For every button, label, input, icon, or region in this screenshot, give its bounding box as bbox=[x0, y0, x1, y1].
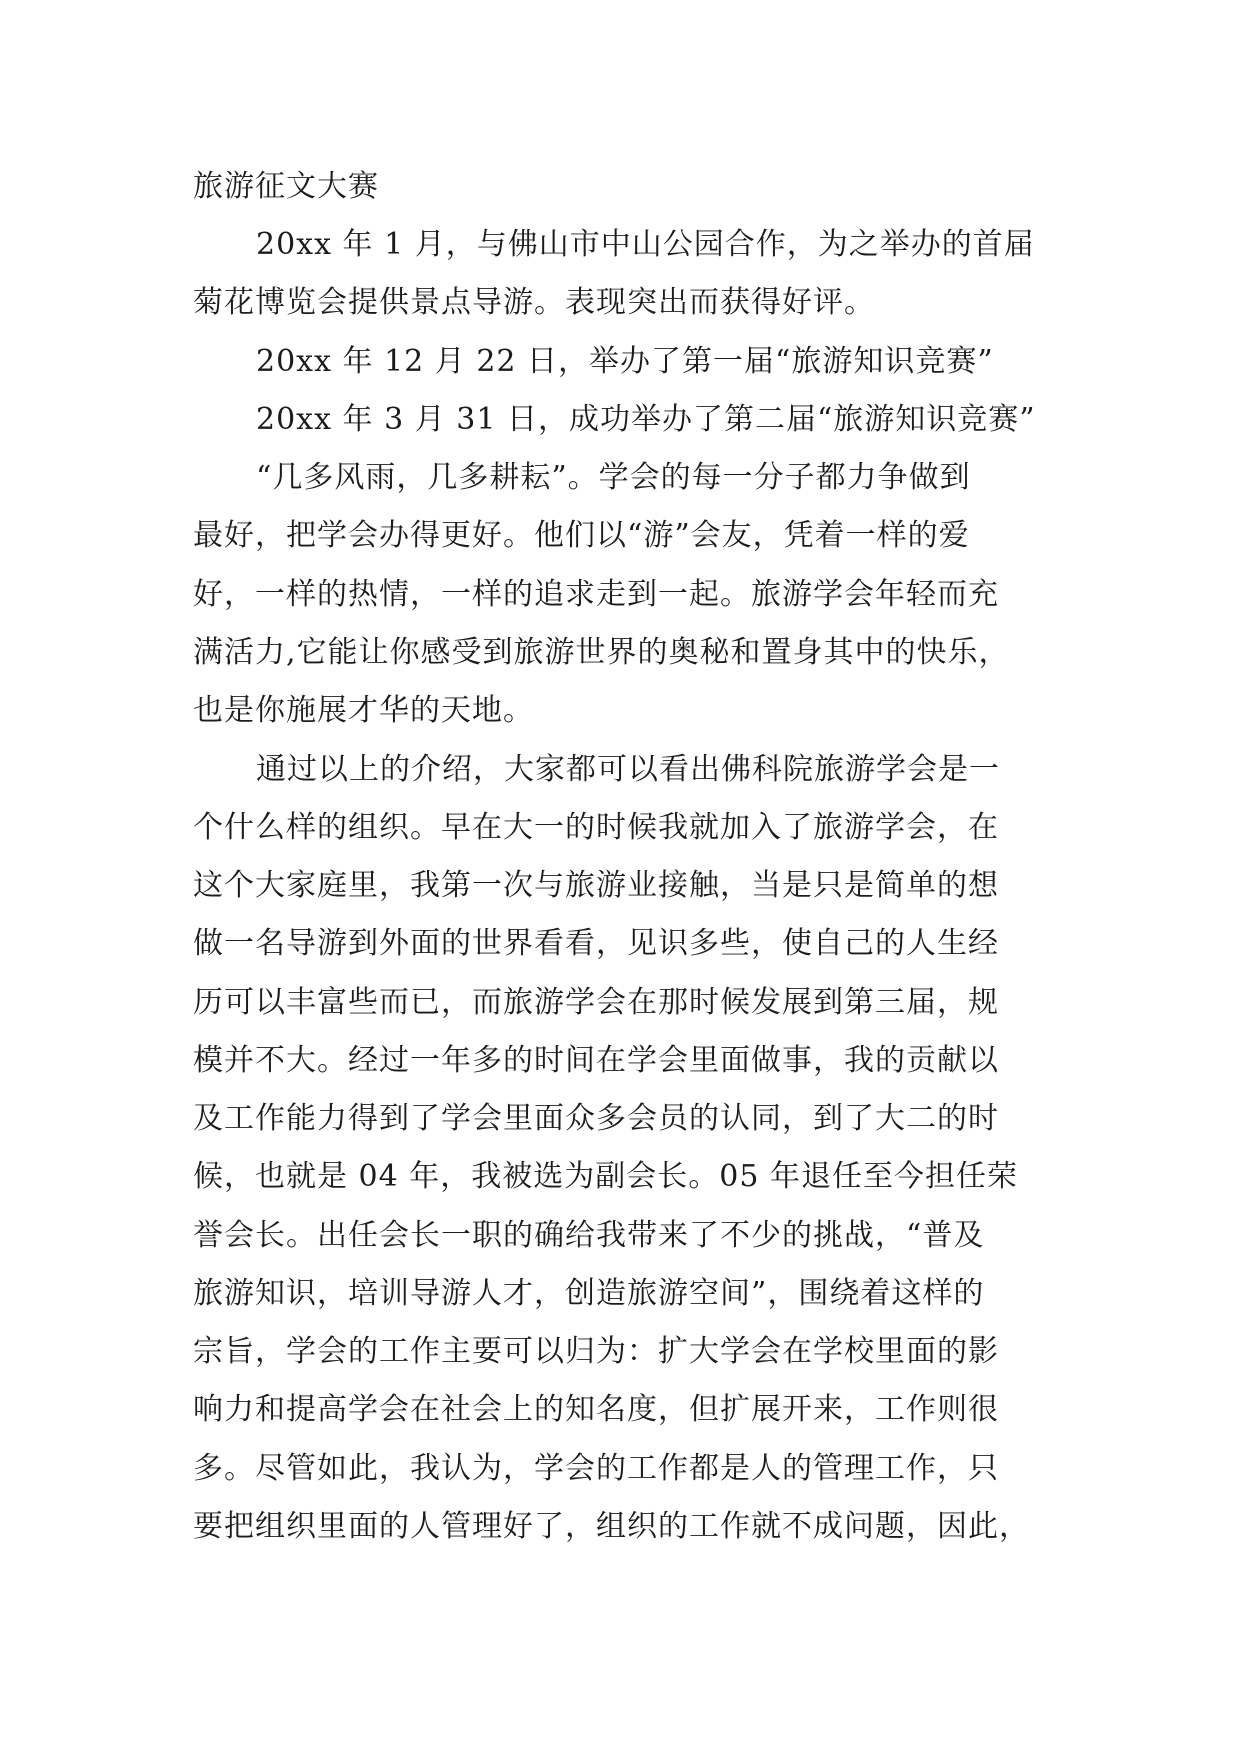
text-line-16: 及工作能力得到了学会里面众多会员的认同，到了大二的时 bbox=[193, 1101, 999, 1136]
text-line-4: 20xx 年 3 月 31 日，成功举办了第二届“旅游知识竞赛” bbox=[256, 402, 1036, 437]
text-line-10: 通过以上的介绍，大家都可以看出佛科院旅游学会是一 bbox=[256, 752, 1000, 787]
text-line-14: 历可以丰富些而已，而旅游学会在那时候发展到第三届，规 bbox=[193, 985, 999, 1020]
document-title: 旅游征文大赛 bbox=[193, 169, 379, 204]
text-line-22: 多。尽管如此，我认为，学会的工作都是人的管理工作，只 bbox=[193, 1451, 999, 1486]
text-line-18: 誉会长。出任会长一职的确给我带来了不少的挑战，“普及 bbox=[193, 1218, 985, 1253]
text-line-11: 个什么样的组织。早在大一的时候我就加入了旅游学会，在 bbox=[193, 810, 999, 845]
text-line-15: 模并不大。经过一年多的时间在学会里面做事，我的贡献以 bbox=[193, 1043, 999, 1078]
text-line-8: 满活力,它能让你感受到旅游世界的奥秘和置身其中的快乐， bbox=[193, 635, 1010, 670]
text-line-6: 最好，把学会办得更好。他们以“游”会友，凭着一样的爱 bbox=[193, 518, 970, 553]
text-line-23: 要把组织里面的人管理好了，组织的工作就不成问题，因此， bbox=[193, 1509, 1030, 1544]
text-line-3: 20xx 年 12 月 22 日，举办了第一届“旅游知识竞赛” bbox=[256, 344, 994, 379]
text-line-7: 好，一样的热情，一样的追求走到一起。旅游学会年轻而充 bbox=[193, 577, 999, 612]
text-line-5: “几多风雨，几多耕耘”。学会的每一分子都力争做到 bbox=[256, 460, 971, 495]
text-line-9: 也是你施展才华的天地。 bbox=[193, 693, 534, 728]
text-line-20: 宗旨，学会的工作主要可以归为：扩大学会在学校里面的影 bbox=[193, 1334, 999, 1369]
text-line-19: 旅游知识，培训导游人才，创造旅游空间”，围绕着这样的 bbox=[193, 1276, 985, 1311]
text-line-2: 菊花博览会提供景点导游。表现突出而获得好评。 bbox=[193, 285, 875, 320]
text-line-1: 20xx 年 1 月，与佛山市中山公园合作，为之举办的首届 bbox=[256, 227, 1035, 262]
text-line-12: 这个大家庭里，我第一次与旅游业接触，当是只是简单的想 bbox=[193, 868, 999, 903]
text-line-21: 响力和提高学会在社会上的知名度，但扩展开来，工作则很 bbox=[193, 1392, 999, 1427]
text-line-17: 候，也就是 04 年，我被选为副会长。05 年退任至今担任荣 bbox=[193, 1159, 1018, 1194]
text-line-13: 做一名导游到外面的世界看看，见识多些，使自己的人生经 bbox=[193, 926, 999, 961]
